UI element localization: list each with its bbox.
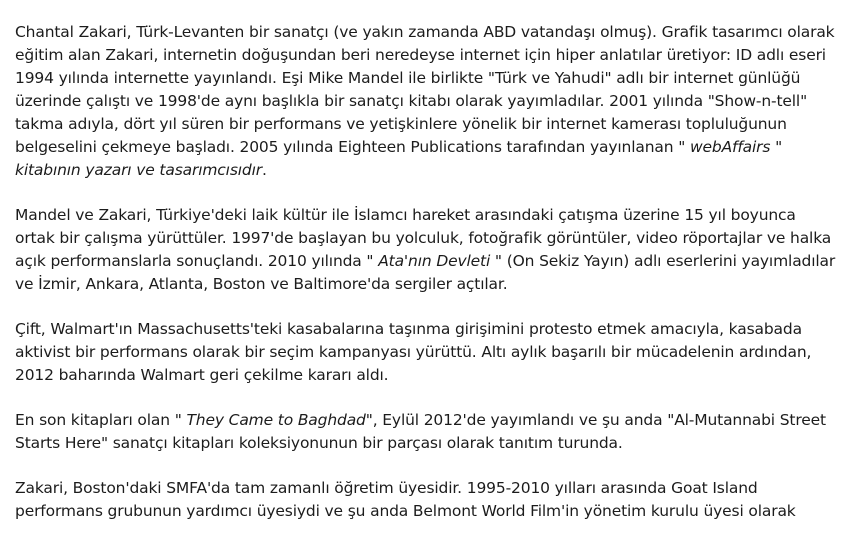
italic-title-text: They Came to Baghdad xyxy=(186,411,366,429)
paragraph xyxy=(15,204,839,296)
article-body xyxy=(15,21,839,545)
italic-title-text: Ata'nın Devleti xyxy=(378,252,491,270)
paragraph-text: En son kitapları olan " xyxy=(15,411,187,429)
paragraph-text: Çift, Walmart'ın Massachusetts'teki kasabalarına taşınma girişimini protesto etmek amacıyla, kasabada aktivist bir performans olarak bir seçim kampanyası yürüttü. Altı aylık başarılı bir mücadelenin ardından, 2012 baharında Walmart geri çekilme kararı aldı. xyxy=(15,320,812,384)
paragraph-text: . xyxy=(262,161,267,179)
paragraph xyxy=(15,318,839,387)
paragraph xyxy=(15,409,839,455)
paragraph-text: Chantal Zakari, Türk-Levanten bir sanatçı (ve yakın zamanda ABD vatandaşı olmuş). Grafik tasarımcı olarak eğitim alan Zakari, internetin doğuşundan beri neredeyse internet için hiper anlatılar üretiyor: ID adlı eseri 1994 yılında internette yayınlandı. Eşi Mike Mandel ile birlikte "Türk ve Yahudi" adlı bir internet günlüğü üzerinde çalıştı ve 1998'de aynı başlıkla bir sanatçı kitabı olarak yayımladılar. 2001 yılında "Show-n-tell" takma adıyla, dört yıl süren bir performans ve yetişkinlere yönelik bir internet kamerası topluluğunun belgeselini çekmeye başladı. 2005 yılında Eighteen Publications tarafından yayınlanan " xyxy=(15,23,835,156)
paragraph xyxy=(15,21,839,182)
paragraph-text: ", Eylül 2012'de yayımlandı ve şu anda "Al-Mutannabi Street Starts Here" sanatçı kitapları koleksiyonunun bir parçası olarak tanıtım turunda. xyxy=(15,411,826,452)
paragraph-text: " (On Sekiz Yayın) adlı eserlerini yayımladılar ve İzmir, Ankara, Atlanta, Boston ve Baltimore'da sergiler açtılar. xyxy=(15,252,836,293)
paragraph xyxy=(15,477,839,523)
paragraph-text: Zakari, Boston'daki SMFA'da tam zamanlı öğretim üyesidir. 1995-2010 yılları arasında Goat Island performans grubunun yardımcı üyesiydi ve şu anda Belmont World Film'in yönetim kurulu üyesi olarak xyxy=(15,479,796,520)
italic-title-text: webAffairs " kitabının yazarı ve tasarımcısıdır xyxy=(15,138,783,179)
paragraph-text: Mandel ve Zakari, Türkiye'deki laik kültür ile İslamcı hareket arasındaki çatışma üzerine 15 yıl boyunca ortak bir çalışma yürüttüler. 1997'de başlayan bu yolculuk, fotoğrafik görüntüler, video röportajlar ve halka açık performanslarla sonuçlandı. 2010 yılında " xyxy=(15,206,832,270)
